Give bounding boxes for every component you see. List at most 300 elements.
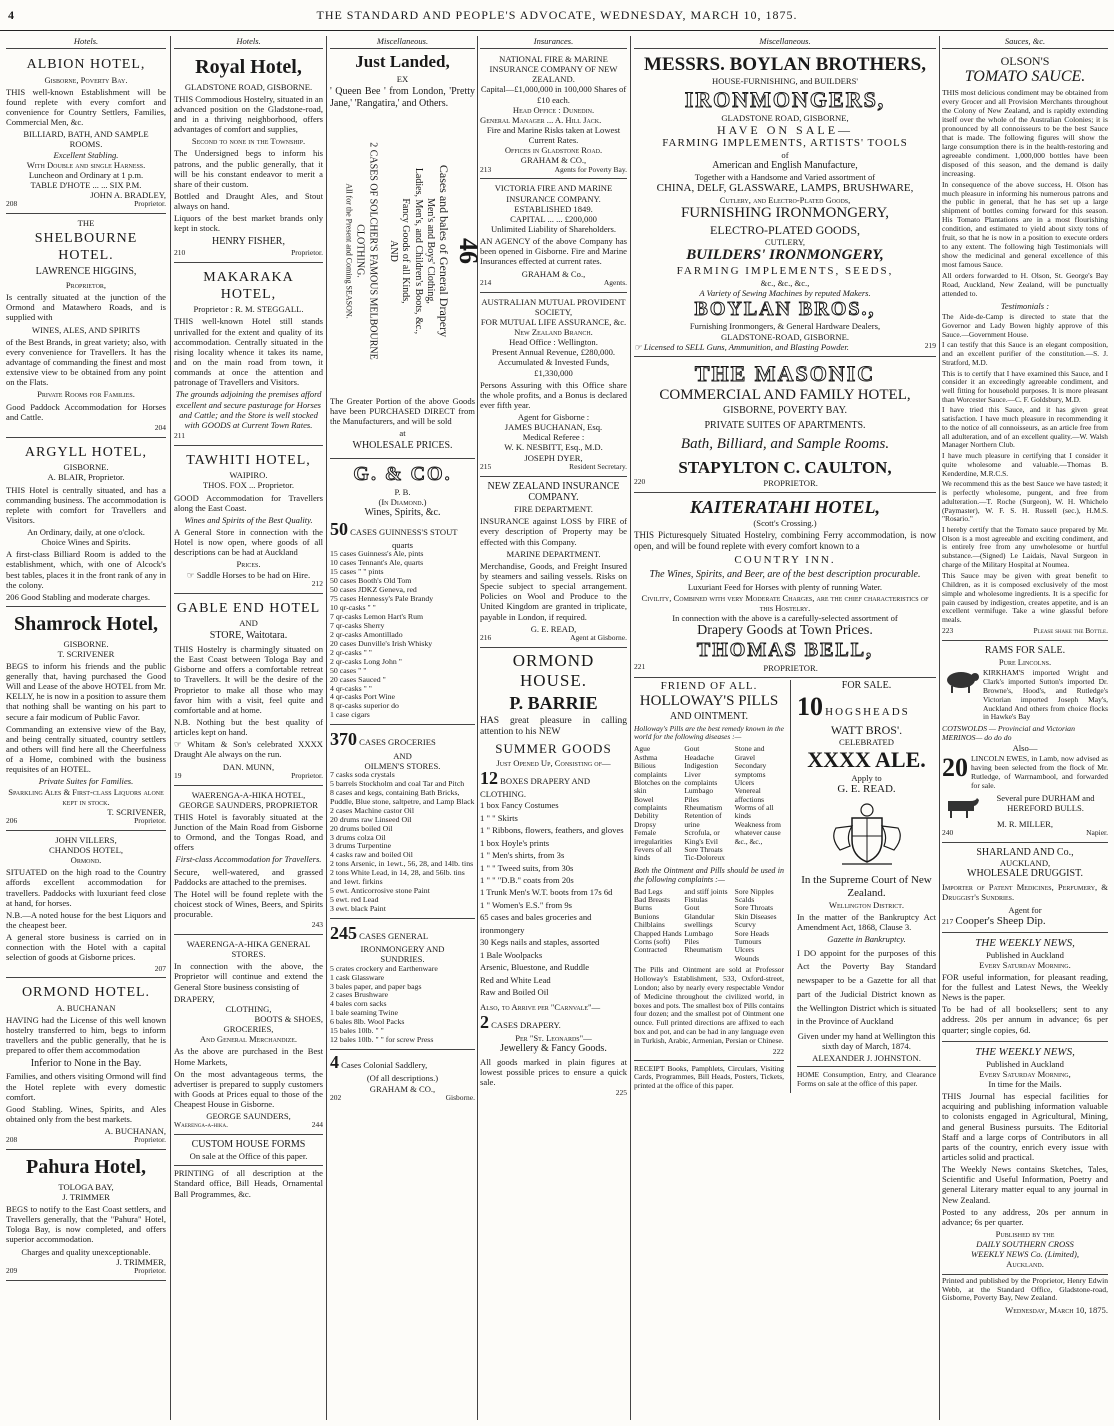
list-item: 20 drums boiled Oil <box>330 823 393 833</box>
list-item: Ulcers <box>734 777 755 787</box>
list-item: Worms of all kinds <box>734 803 774 821</box>
ad-argyll-hotel <box>6 440 166 607</box>
ad-body: N.B. Nothing but the best quality of articles kept on hand. <box>174 716 323 738</box>
ad-line: A Variety of Sewing Machines by reputed Makers. <box>699 287 871 298</box>
ad-line: Jewellery & Fancy Goods. <box>500 1043 607 1055</box>
ad-waerenga-hotel <box>174 788 323 936</box>
ad-body: As the above are purchased in the Best Home Markets, <box>174 1046 323 1067</box>
ad-number: 214 <box>480 277 492 287</box>
list-item: 1 " Women's E.S." from 9s <box>480 899 572 910</box>
ad-body: I DO appoint for the purposes of this Act the Poverty Bay Standard newspaper to be a Gazette for all that part of the Judicial District known as the Wellington District which is situated in the Province of Auckland <box>797 947 936 1027</box>
ad-line-text: Licensed to SELL Guns, Ammunition, and Blasting Powder. <box>643 341 849 352</box>
ad-body: Is centrally situated at the junction of the Ormond and Matawhero Roads, and is supplied with <box>6 292 166 323</box>
list-item: 30 Kegs nails and staples, assorted <box>480 937 600 948</box>
ad-body: THIS Hotel is favorably situated at the Junction of the Main Road from Gisborne to Ormond, and the Tongas Road, and offers <box>174 811 323 853</box>
ad-line: Luncheon and Ordinary at 1 p.m. <box>28 169 144 180</box>
ad-national-insurance <box>480 52 627 179</box>
list-item: Ague <box>634 744 651 754</box>
ad-line: WHOLESALE PRICES. <box>352 440 453 452</box>
ad-body: A first-class Billiard Room is added to the establishment, which, with one of Alcock's best tables, places it in the front rank of any in the colony. <box>6 549 166 590</box>
ad-body: The Weekly News contains Sketches, Tales, Scientific and Useful Information, Poetry and general Literary matter equal to any journal in New Zealand. <box>942 1164 1108 1205</box>
list-item: Bowel complaints <box>634 794 667 813</box>
ad-title: HOLLOWAY'S PILLS <box>639 693 779 710</box>
list-item: 1 box Fancy Costumes <box>480 800 559 811</box>
list-item: 2 cases Machine castor Oil <box>330 805 415 815</box>
ad-body: AN AGENCY of the above Company has been opened in Gisborne. Fire and Marine Insurances effected at current rates. <box>480 236 627 267</box>
list-item: 1 box Hoyle's prints <box>480 837 550 848</box>
drapery-count: 12 <box>480 767 498 788</box>
list-item: Tic-Doloreux <box>684 853 725 863</box>
ad-line: Wednesday, March 10, 1875. <box>1005 1305 1108 1316</box>
ad-body: SITUATED on the high road to the Country affords excellent accommodation for travellers. Paddocks with luxuriant feed close at hand, for horses. <box>6 867 166 908</box>
ad-name: THOMAS BELL, <box>696 639 874 662</box>
ad-sharland <box>942 845 1108 933</box>
ad-title: ORMOND HOUSE. <box>512 650 595 690</box>
ad-line: (In Diamond.) <box>378 496 427 507</box>
ad-gable-end-hotel <box>174 596 323 786</box>
list-item: 1 Trunk Men's W.T. boots from 17s 6d <box>480 887 613 898</box>
ad-body: PRINTING of all description at the Standard office, Bill Heads, Ornamental Ball Programmes, &c. <box>174 1168 323 1199</box>
ad-makaraka-hotel <box>174 265 323 446</box>
ewes-row <box>942 753 1108 793</box>
ad-kaiteratahi-hotel <box>634 495 936 678</box>
ad-ormond-house <box>480 651 627 1098</box>
ad-line: Furnishing Ironmongers, & General Hardware Dealers, <box>689 321 881 332</box>
ad-body: THIS Commodious Hostelry, situated in an advanced position on the Gladstone-road, and in a thriving neighborhood, offers advantages of comfort and supplies, <box>174 93 323 135</box>
cases-heading <box>480 1012 627 1033</box>
list-item: 5 crates crockery and Earthenware <box>330 963 438 973</box>
ad-subtitle: GISBORNE. <box>63 638 109 649</box>
list-item: Red and White Lead <box>480 974 551 985</box>
ad-role: Agents for Poverty Bay. <box>554 164 627 174</box>
ad-line: COUNTRY INN. <box>734 553 836 566</box>
list-item: Stone and Gravel <box>734 744 765 762</box>
list-item: Bilious complaints <box>634 761 667 779</box>
list-column <box>634 745 683 862</box>
list-item: 10 qr-casks " " <box>330 602 376 612</box>
ad-body: HOME Consumption, Entry, and Clearance Forms on sale at the office of this paper. <box>797 1070 936 1089</box>
ad-body: N.B.—A noted house for the best Liquors and the cheapest beer. <box>6 909 166 930</box>
ad-tawhiti-hotel <box>174 448 323 594</box>
ad-body: FOR useful information, for pleasant reading, for the fullest and Latest News, the Weekly News is the paper. <box>942 971 1108 1003</box>
ad-line: CELEBRATED <box>839 736 894 747</box>
ad-body: HAVING had the License of this well known hostelry transferred to him, begs to inform travellers and the public generally, that he is prepared to offer them accommodation <box>6 1015 166 1056</box>
ad-body: The Aide-de-Camp is directed to state that the Governor and Lady Bowen highly approve of this Sauce.—Government House. <box>942 312 1108 339</box>
ad-line: And General Merchandize. <box>199 1034 298 1045</box>
ad-line: FOR MUTUAL LIFE ASSURANCE, &c. <box>480 316 627 327</box>
ad-title: In the Supreme Court of New Zealand. <box>801 874 932 899</box>
ad-number: 243 <box>311 920 323 930</box>
ad-body: Families, and others visiting Ormond will find the Hotel replete with every domestic comfort. <box>6 1071 166 1102</box>
ad-number: 220 <box>634 476 646 486</box>
rotated-text <box>386 118 484 383</box>
ad-body: I have tried this Sauce, and it has given great satisfaction. I have much pleasure in recommending it to the notice of all connoisseurs, as an article free from all adulteration, and of an excellent quality.—W. Walsh Manager Northern Club. <box>942 405 1108 450</box>
ad-weekly-news-1 <box>942 935 1108 1042</box>
column-3 <box>330 36 483 1420</box>
ad-number: 223 <box>942 626 954 636</box>
ad-body: To be had of all booksellers; sent to any address. 20s per annum in advance; 6s per quarter; single copies, 6d. <box>942 1004 1108 1035</box>
ad-line: JAMES BUCHANAN, Esq. <box>504 422 603 433</box>
ad-body: Commanding an extensive view of the Bay, and being centrally situated, country settlers and others will find here all the Cheerfulness of a Home, combined with the business requisites of an HOTEL. <box>6 723 166 775</box>
list-item: 7 qr-casks Lemon Hart's Rum <box>330 611 424 621</box>
list-item: 4 qr-casks " " <box>330 683 372 693</box>
ad-proprietor: Proprietor : R. M. STEGGALL. <box>193 304 304 315</box>
ad-line: The grounds adjoining the premises afford excellent and secure pasturage for Horses and Cattle; and the Store is well stocked with GOODS at Current Town Rates. <box>175 389 322 430</box>
ad-number: 19 <box>174 770 182 780</box>
ad-signature: A. BUCHANAN, <box>104 1126 166 1137</box>
list-item: Rheumatism <box>684 803 723 813</box>
rotated-text <box>343 118 378 383</box>
ad-place: Napier. <box>1086 827 1108 837</box>
masonic-foot <box>634 478 936 488</box>
ad-line: Private Rooms for Families. <box>37 389 135 400</box>
ad-line: (Of all descriptions.) <box>366 1073 439 1084</box>
ad-gco <box>330 461 475 725</box>
ad-pahura-hotel <box>6 1152 166 1281</box>
ad-line: Please shake the Bottle. <box>1033 626 1108 636</box>
list-item: Headache <box>684 752 714 762</box>
ad-body: A General Store in connection with the Hotel is now open, where goods of all descriptions can be had at Auckland <box>174 527 323 558</box>
cases-count: 2 <box>480 1011 489 1032</box>
ad-body: KIRKHAM'S imported Wright and Clark's imported Sutton's imported Dr. Browne's, Hood's, and Rutledge's Victorian imported Joseph May's, Auckland And others from choice flocks in Hawke's Bay <box>983 668 1108 722</box>
list-item: and stiff joints <box>684 886 728 896</box>
ad-line: New Zealand Branch. <box>514 326 593 337</box>
list-item: Bad Breasts <box>634 895 671 905</box>
list-item: 8 qr-casks superior do <box>330 701 399 711</box>
ad-title: THE WEEKLY NEWS, <box>975 936 1075 949</box>
ad-line: of <box>781 149 789 160</box>
ad-line: HOUSE-FURNISHING, and BUILDERS' <box>712 76 858 87</box>
ad-title: RAMS FOR SALE. <box>984 645 1066 657</box>
rams-foot <box>942 829 1108 838</box>
list-item: 75 cases Hennessy's Pale Brandy <box>330 593 434 603</box>
rotated-cases-block <box>387 116 483 386</box>
ad-victoria-insurance <box>480 181 627 292</box>
column-rule <box>170 36 171 1420</box>
ad-line: PRIVATE SUITES OF APARTMENTS. <box>704 420 866 432</box>
ad-role: Resident Secretary. <box>569 461 627 471</box>
ad-number: 240 <box>942 827 954 837</box>
ad-line: COTSWOLDS — Provincial and Victorian <box>942 724 1075 734</box>
ad-name: STAPYLTON C. CAULTON, <box>678 457 892 477</box>
ad-role: Proprietor. <box>134 199 166 209</box>
list-item: 7 qr-casks Sherry <box>330 620 385 630</box>
list-item: Sore Throats <box>684 845 723 855</box>
ad-line: DAILY SOUTHERN CROSS <box>976 1239 1074 1250</box>
list-item: Lumbago <box>684 928 714 938</box>
ad-title: Just Landed, <box>355 52 450 72</box>
ad-line: CLOTHING, <box>225 1003 272 1014</box>
rotated-line: All for the Present and Coming SEASON. <box>344 183 353 319</box>
ad-title: MAKARAKA HOTEL, <box>203 270 294 302</box>
ad-body: In consequence of the above success, H. Olson has much pleasure in informing his numerous patrons and the public in general, that he has set up a large shipment of bottles coming forward for this season. His Tomato Plantations are in a most flourishing condition, and estimated to yield about sixty tons of fruit, so that he is now in a position to execute orders to any extent. The following high Testimonials will show the medicinal and general excellence of this most famous Sauce. <box>942 179 1108 270</box>
ad-signature: DAN. MUNN, <box>222 761 275 772</box>
list-item: 10 cases Tennant's Ale, quarts <box>330 558 424 568</box>
ad-signature: GRAHAM & CO., <box>369 1083 436 1094</box>
rotated-line: Ladies, Men's, and Children's Boots, &c., <box>412 167 424 334</box>
license-row <box>634 342 936 352</box>
ad-line: Choice Wines and Spirits. <box>41 537 131 548</box>
ad-role: Agents. <box>603 277 627 287</box>
ad-line: Just Opened Up, Consisting of— <box>496 757 611 768</box>
ad-role: PROPRIETOR. <box>763 663 818 674</box>
list-item: Secondary symptoms <box>734 761 767 779</box>
ad-line: In time for the Mails. <box>988 1079 1062 1090</box>
ad-subtitle: WAIPIRO. <box>229 470 268 481</box>
rotated-line: Fancy Goods of all Kinds, <box>399 198 411 304</box>
ad-subtitle: STORE, Waitotara. <box>209 630 288 642</box>
ad-body: Printed and published by the Proprietor, Henry Edwin Webb, at the Standard Office, Gladstone-road, Gisborne, Poverty Bay, New Zealand. <box>942 1275 1108 1303</box>
rams-row <box>942 667 1108 724</box>
list-item: 4 qr-casks Port Wine <box>330 692 395 702</box>
ormond-house-list <box>480 799 627 998</box>
ad-body: RECEIPT Books, Pamphlets, Circulars, Visiting Cards, Programmes, Bill Heads, Posters, Tickets, printed at the office of this paper. <box>634 1063 784 1091</box>
ad-line: CAPITAL ... ... £200,000 <box>510 213 597 224</box>
ironmongery-list <box>330 965 475 1046</box>
list-item: 65 cases and bales groceries and ironmongery <box>480 912 592 935</box>
list-item: Piles <box>684 794 699 804</box>
list-item: Arsenic, Bluestone, and Ruddle <box>480 962 590 973</box>
ad-line: WEEKLY NEWS Co. (Limited), <box>971 1249 1079 1260</box>
rotated-line: Men's and Boys' Clothing, <box>424 197 436 304</box>
ad-subtitle: GLADSTONE ROAD, GISBORNE. <box>184 81 313 92</box>
ad-body: THIS Hotel is centrally situated, and has a commanding business. The accommodation is replete with comfort for Travellers and Visitors. <box>6 484 166 525</box>
groceries-list <box>330 771 475 914</box>
ad-signature: G. E. READ, <box>530 623 577 634</box>
list-column <box>684 745 733 862</box>
ad-body: The Pills and Ointment are sold at Professor Holloway's Establishment, 533, Oxford-street, London; also by nearly every respectable Vendor of Medicine throughout the civilized world, in boxes and pots. The smallest box of Pills contains four dozen; and the smallest pot of Ointment one ounce. Full printed directions are affixed to each box and pot, and can be had in any language even in Turkish, Arabic, Armenian, Persian or Chinese. <box>634 965 784 1045</box>
ad-body: The Hotel will be found replete with the choicest stock of Wines, Beers, and Spirits procurable. <box>174 888 323 920</box>
ad-signature: T. SCRIVENER, <box>107 806 166 817</box>
column-rule <box>326 36 327 1420</box>
ad-line: Together with a Handsome and Varied assortment of <box>694 171 876 182</box>
ironmongery-title: CASES GENERAL <box>359 931 429 942</box>
ad-body: of the Best Brands, in great variety; also, with every convenience for Travellers. It has the advantage of commanding the finest and most extensive view to be obtained from any point on the Flats. <box>6 336 166 388</box>
ad-body: The Greater Portion of the above Goods have been PURCHASED DIRECT from the Manufacturers, and will be sold <box>330 395 475 427</box>
list-item: Retention of urine <box>684 811 722 829</box>
list-item: Dropsy <box>634 819 657 829</box>
ad-line: BOYLAN BROS., <box>694 297 876 320</box>
list-item: 4 casks raw and boiled Oil <box>330 850 413 860</box>
ad-line: OILMEN'S STORES. <box>364 760 441 771</box>
list-item: 6 bales 8lb. Wool Packs <box>330 1017 405 1027</box>
list-item: 20 cases Dunville's Irish Whisky <box>330 638 433 648</box>
ad-body: INSURANCE against LOSS by FIRE of every description of Property may be effected with this Company. <box>480 516 627 547</box>
ad-line: JOHN VILLERS, <box>55 834 117 845</box>
list-item: 15 cases Guinness's Ale, pints <box>330 549 424 559</box>
ad-body: Liquors of the best market brands only kept in stock. <box>174 213 323 234</box>
column-6 <box>942 36 1108 1420</box>
ad-role: Proprietor. <box>291 770 323 780</box>
list-item: Skin Diseases <box>734 911 777 921</box>
ad-number: 216 <box>480 632 492 642</box>
ad-boylan-brothers <box>634 52 936 357</box>
list-item: Ulcers <box>734 945 755 955</box>
list-item: 15 bales 10lb. " " <box>330 1026 384 1036</box>
list-item: Chapped Hands <box>634 928 682 938</box>
hogsheads-count: 10 <box>797 691 823 721</box>
sheep-icon <box>942 667 980 695</box>
groceries-count: 370 <box>330 729 357 750</box>
ad-body: Given under my hand at Wellington this sixth day of March, 1874. <box>797 1031 936 1052</box>
ad-title: Shamrock Hotel, <box>13 613 159 636</box>
stout-heading <box>330 519 475 540</box>
ad-line: Auckland. <box>1006 1259 1044 1270</box>
ad-proprietor: J. TRIMMER <box>62 1191 110 1202</box>
list-item: 5 ewt. Anticorrosive stone Paint <box>330 886 430 896</box>
ad-number: 209 <box>6 1265 18 1275</box>
list-item: &c., &c., <box>734 836 763 846</box>
ad-body: Good Paddock Accommodation for Horses and Cattle. <box>6 401 166 422</box>
ad-number: 244 <box>311 1120 323 1130</box>
list-item: 3 drums Turpentine <box>330 841 392 851</box>
list-item: 1 cask Glassware <box>330 972 385 982</box>
ad-body: BEGS to inform his friends and the public generally that, having purchased the Good Will and Lease of the above HOTEL from Mr. KELLY, he is now in a position to assure them that nothing shall be wanting on his part to secure a fair modicum of Public Favor. <box>6 660 166 722</box>
ad-number: 206 <box>6 816 18 826</box>
list-item: 1 " Men's shirts, from 3s <box>480 850 565 861</box>
rotated-drapery-block <box>330 116 483 386</box>
ad-line: FRIEND OF ALL. <box>660 680 758 693</box>
list-item: 8 cases and kegs, containing Bath Bricks, Puddle, Blue stone, saltpetre, and Lamp Black <box>330 787 475 806</box>
ad-number: 217 <box>942 916 954 926</box>
cases-title: CASES DRAPERY. <box>491 1019 561 1030</box>
groceries-title: CASES GROCERIES <box>359 737 436 748</box>
ad-line: SUNDRIES. <box>380 954 425 965</box>
ad-line: An Ordinary, daily, at one o'clock. <box>27 527 145 538</box>
ad-line: G. E. READ. <box>837 783 896 796</box>
list-item: Glandular swellings <box>684 911 715 930</box>
ad-rams-for-sale <box>942 643 1108 842</box>
ad-olson-sauce <box>942 52 1108 641</box>
ad-waerenga-stores <box>174 937 323 1135</box>
ad-title: VICTORIA FIRE AND MARINE INSURANCE COMPANY. <box>494 183 613 204</box>
ad-body: THIS Hostelry is charmingly situated on the East Coast between Tologa Bay and Gisborne and offers a comfortable retreat to Travellers. It will be the desire of the Proprietor to make all those who may favor him with a visit, feel quite and comfortable and at home. <box>174 644 323 715</box>
list-item: 3 bales paper, and paper bags <box>330 981 422 991</box>
ad-line: AND <box>393 750 412 761</box>
ad-nz-insurance <box>480 479 627 648</box>
ad-line: GROCERIES, <box>223 1024 274 1035</box>
ad-line: THE MASONIC <box>694 360 876 386</box>
list-item: Scalds <box>734 895 755 905</box>
ad-number: 222 <box>772 1046 784 1056</box>
list-item: 2 qr-casks " " <box>330 647 372 657</box>
ad-body <box>174 739 323 759</box>
ad-body: Secure, well-watered, and grassed Paddocks are attached to the premises. <box>174 866 323 887</box>
ad-proprietor: LAWRENCE HIGGINS, <box>35 266 137 278</box>
list-item: 1 " Ribbons, flowers, feathers, and gloves <box>480 825 624 836</box>
list-item: 1 " " Tweed suits, from 30s <box>480 862 574 873</box>
ad-title: NATIONAL FIRE & MARINE INSURANCE COMPANY OF NEW ZEALAND. <box>489 54 618 85</box>
ad-subtitle: Ormond. <box>70 855 102 866</box>
ad-proprietor: GEORGE SAUNDERS, PROPRIETOR <box>178 799 319 810</box>
ad-number: 215 <box>480 461 492 471</box>
ad-line: CUTLERY, <box>764 236 806 247</box>
ad-body: LINCOLN EWES, in Lamb, now advised as having been selected from the flock of Mr. Rutledge, of Warrnambool, and forwarded for sale. <box>971 753 1108 790</box>
ad-line: BUILDERS' IRONMONGERY, <box>686 246 884 263</box>
ad-royal-hotel <box>174 52 323 263</box>
ad-title: THE WEEKLY NEWS, <box>975 1045 1075 1058</box>
ad-line: W. K. NESBITT, Esq., M.D. <box>504 442 603 453</box>
column-2 <box>174 36 323 1420</box>
bull-icon <box>942 793 980 819</box>
ad-body: I have much pleasure in certifying that I consider it quite wholesome and valuable.—Thomas B. Kenderdine, M.R.C.S. <box>942 451 1108 478</box>
ad-place: Gisborne. <box>445 1092 475 1102</box>
list-item: Sore Heads <box>734 928 770 938</box>
groceries-heading <box>330 729 475 750</box>
bulls-row <box>942 793 1108 819</box>
rotated-line: 46 <box>453 237 483 264</box>
list-column <box>684 888 733 964</box>
ad-role: Agent at Gisborne. <box>570 632 627 642</box>
list-item: 4 bales corn sacks <box>330 999 387 1009</box>
list-item: 2 qr-casks Amontillado <box>330 629 403 639</box>
ad-line: WHOLESALE DRUGGIST. <box>967 868 1083 880</box>
list-item: Contracted <box>634 945 667 955</box>
list-item: 1 " " Skirts <box>480 812 518 823</box>
ad-line: Agent for <box>1008 904 1042 915</box>
ad-line: XXXX ALE. <box>807 746 926 772</box>
rotated-line: 2 CASES OF SOLCHER'S FAMOUS MELBOURNE CLOTHING. <box>354 142 378 360</box>
list-item: Female irregularities <box>634 828 673 846</box>
ad-line: Gazette in Bankruptcy. <box>827 934 906 945</box>
ad-line: Proprietor, <box>65 280 107 291</box>
ad-line: WATT BROS'. <box>830 722 903 737</box>
ad-albion-hotel <box>6 52 166 214</box>
page-number: 4 <box>8 8 15 22</box>
ad-role: PROPRIETOR. <box>763 477 818 488</box>
ad-body: Holloway's Pills are the best remedy known in the world for the following diseases :— <box>634 723 784 742</box>
ad-signature: ALEXANDER J. JOHNSTON. <box>812 1053 921 1064</box>
list-item: 1 bale seaming Twine <box>330 1008 398 1018</box>
ad-line: at <box>399 428 406 439</box>
ad-line: Several pure DURHAM and HEREFORD BULLS. <box>996 792 1095 813</box>
ad-line: IRONMONGERS, <box>684 86 886 112</box>
ad-custom-house-forms <box>174 1137 323 1166</box>
ad-signature: JOSEPH DYER, <box>524 452 583 463</box>
ad-line: Excellent Stabling. <box>53 149 119 160</box>
list-item: Fistulas <box>684 895 708 905</box>
section-heading: Hotels. <box>174 36 323 49</box>
ad-body: The Undersigned begs to inform his patrons, and the public generally, that it will be his constant endeavor to merit a share of their custom. <box>174 148 323 189</box>
ad-signature: J. TRIMMER, <box>116 1256 166 1267</box>
ad-graham-goods <box>330 392 475 459</box>
ad-line: &c., &c., &c., <box>760 277 810 288</box>
saddlery-count: 4 <box>330 1052 339 1073</box>
masthead <box>0 0 1114 31</box>
saddlery-heading <box>330 1052 475 1073</box>
ad-line: Published in Auckland <box>986 949 1064 960</box>
list-item: 3 drums colza Oil <box>330 832 386 842</box>
ad-name: P. BARRIE <box>509 692 598 713</box>
ad-line: BILLIARD, BATH, AND SAMPLE ROOMS. <box>23 129 149 150</box>
column-4 <box>480 36 627 1420</box>
ad-body: A general store business is carried on in connection with the Hotel with a capital selection of goods at Gisborne prices. <box>6 932 166 963</box>
ad-body: I can testify that this Sauce is an elegant composition, and an excellent purifier of the constitution.—S. J. Stratford, M.D. <box>942 340 1108 367</box>
pointing-hand-icon: ☞ <box>634 341 642 352</box>
ad-line: DRAPERY, <box>174 993 215 1004</box>
ad-line: TABLE D'HOTE ... ... SIX P.M. <box>30 179 142 190</box>
ad-line: WINES, ALES, AND SPIRITS <box>31 324 141 335</box>
ad-number: 225 <box>615 1088 627 1098</box>
ad-line: Unlimited Liability of Shareholders. <box>490 223 617 234</box>
ad-line: SUMMER GOODS <box>495 741 612 757</box>
ad-signature: GRAHAM & Co., <box>521 268 586 279</box>
rotated-line: Cases and bales of General Drapery <box>436 164 451 337</box>
section-heading: Sauces, &c. <box>942 36 1108 49</box>
list-item: Lumbago <box>684 786 714 796</box>
list-item: Burns <box>634 903 652 913</box>
ad-body: On sale at the Office of this paper. <box>189 1151 308 1162</box>
